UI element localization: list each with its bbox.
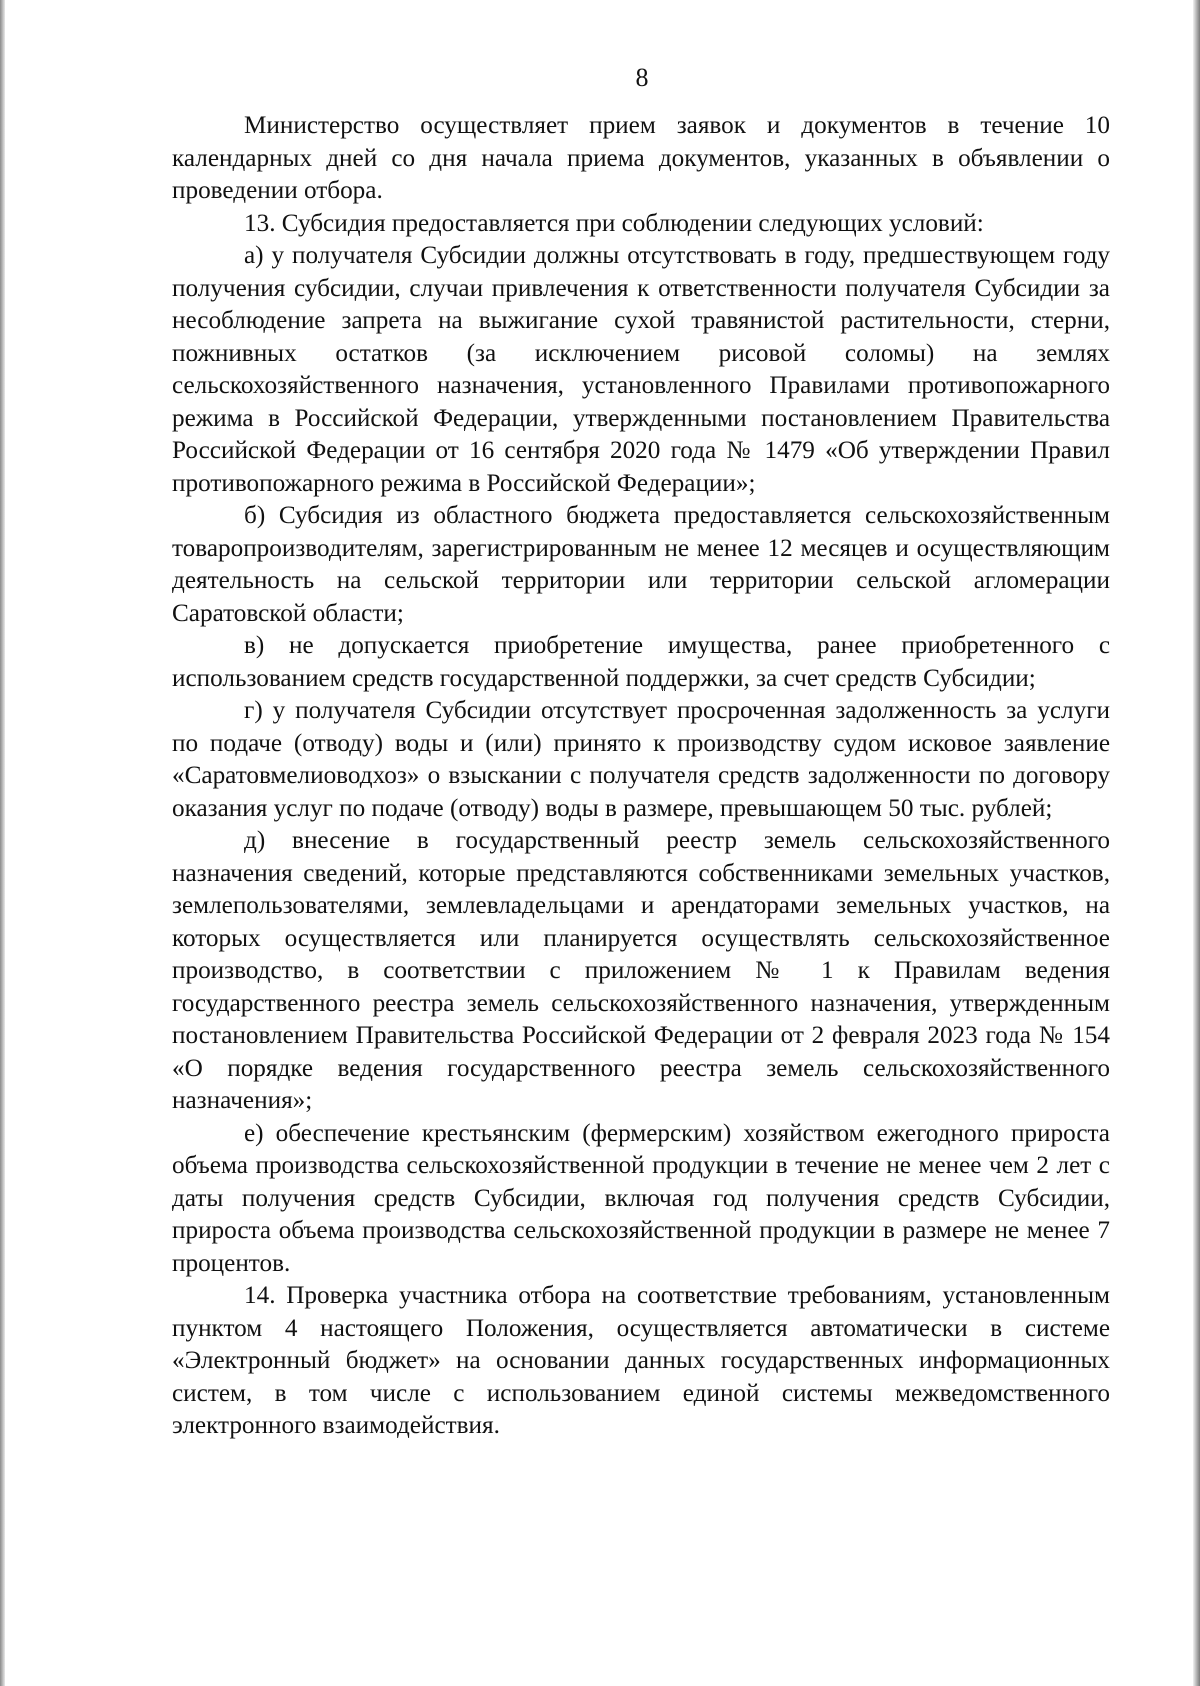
paragraph-13-d: д) внесение в государственный реестр земель сельскохозяйственного назначения сведений, которые представляются собственниками земельных участков, землепользователями, землевладельцами и арендаторами земельных участков, на которых осуществляется или планируется осуществлять сельскохозяйственное производство, в соответствии с приложением № 1 к Правилам ведения государственного реестра земель сельскохозяйственного назначения, утвержденным постановлением Правительства Российской Федерации от 2 февраля 2023 года № 154 «О порядке ведения государственного реестра земель сельскохозяйственного назначения»; — [172, 827, 1110, 1114]
paragraph-13-g: г) у получателя Субсидии отсутствует просроченная задолженность за услуги по подаче (отводу) воды и (или) принято к производству судом исковое заявление «Саратовмелиоводхоз» о взыскании с получателя средств задолженности по договору оказания услуг по подаче (отводу) воды в размере, превышающем 50 тыс. рублей; — [172, 697, 1110, 822]
document-body — [172, 110, 1110, 1443]
paragraph-13-a: а) у получателя Субсидии должны отсутствовать в году, предшествующем году получения субсидии, случаи привлечения к ответственности получателя Субсидии за несоблюдение запрета на выжигание сухой травянистой растительности, стерни, пожнивных остатков (за исключением рисовой соломы) на землях сельскохозяйственного назначения, установленного Правилами противопожарного режима в Российской Федерации, утвержденными постановлением Правительства Российской Федерации от 16 сентября 2020 года № 1479 «Об утверждении Правил противопожарного режима в Российской Федерации»; — [172, 242, 1110, 497]
paragraph-14: 14. Проверка участника отбора на соответствие требованиям, установленным пунктом 4 настоящего Положения, осуществляется автоматически в системе «Электронный бюджет» на основании данных государственных информационных систем, в том числе с использованием единой системы межведомственного электронного взаимодействия. — [172, 1282, 1110, 1439]
scan-edge-right — [1193, 0, 1200, 1686]
paragraph-application-period: Министерство осуществляет прием заявок и документов в течение 10 календарных дней со дня начала приема документов, указанных в объявлении о проведении отбора. — [172, 112, 1110, 204]
paragraph-13-v: в) не допускается приобретение имущества, ранее приобретенного с использованием средств государственной поддержки, за счет средств Субсидии; — [172, 632, 1110, 692]
paragraph-13-b: б) Субсидия из областного бюджета предоставляется сельскохозяйственным товаропроизводителям, зарегистрированным не менее 12 месяцев и осуществляющим деятельность на сельской территории или территории сельской агломерации Саратовской области; — [172, 502, 1110, 627]
page-number: 8 — [635, 63, 649, 92]
paragraph-13-e: е) обеспечение крестьянским (фермерским) хозяйством ежегодного прироста объема производства сельскохозяйственной продукции в течение не менее чем 2 лет с даты получения средств Субсидии, включая год получения средств Субсидии, прироста объема производства сельскохозяйственной продукции в размере не менее 7 процентов. — [172, 1119, 1110, 1277]
scan-edge-left — [0, 0, 5, 1686]
paragraph-13-heading: 13. Субсидия предоставляется при соблюдении следующих условий: — [244, 209, 984, 237]
